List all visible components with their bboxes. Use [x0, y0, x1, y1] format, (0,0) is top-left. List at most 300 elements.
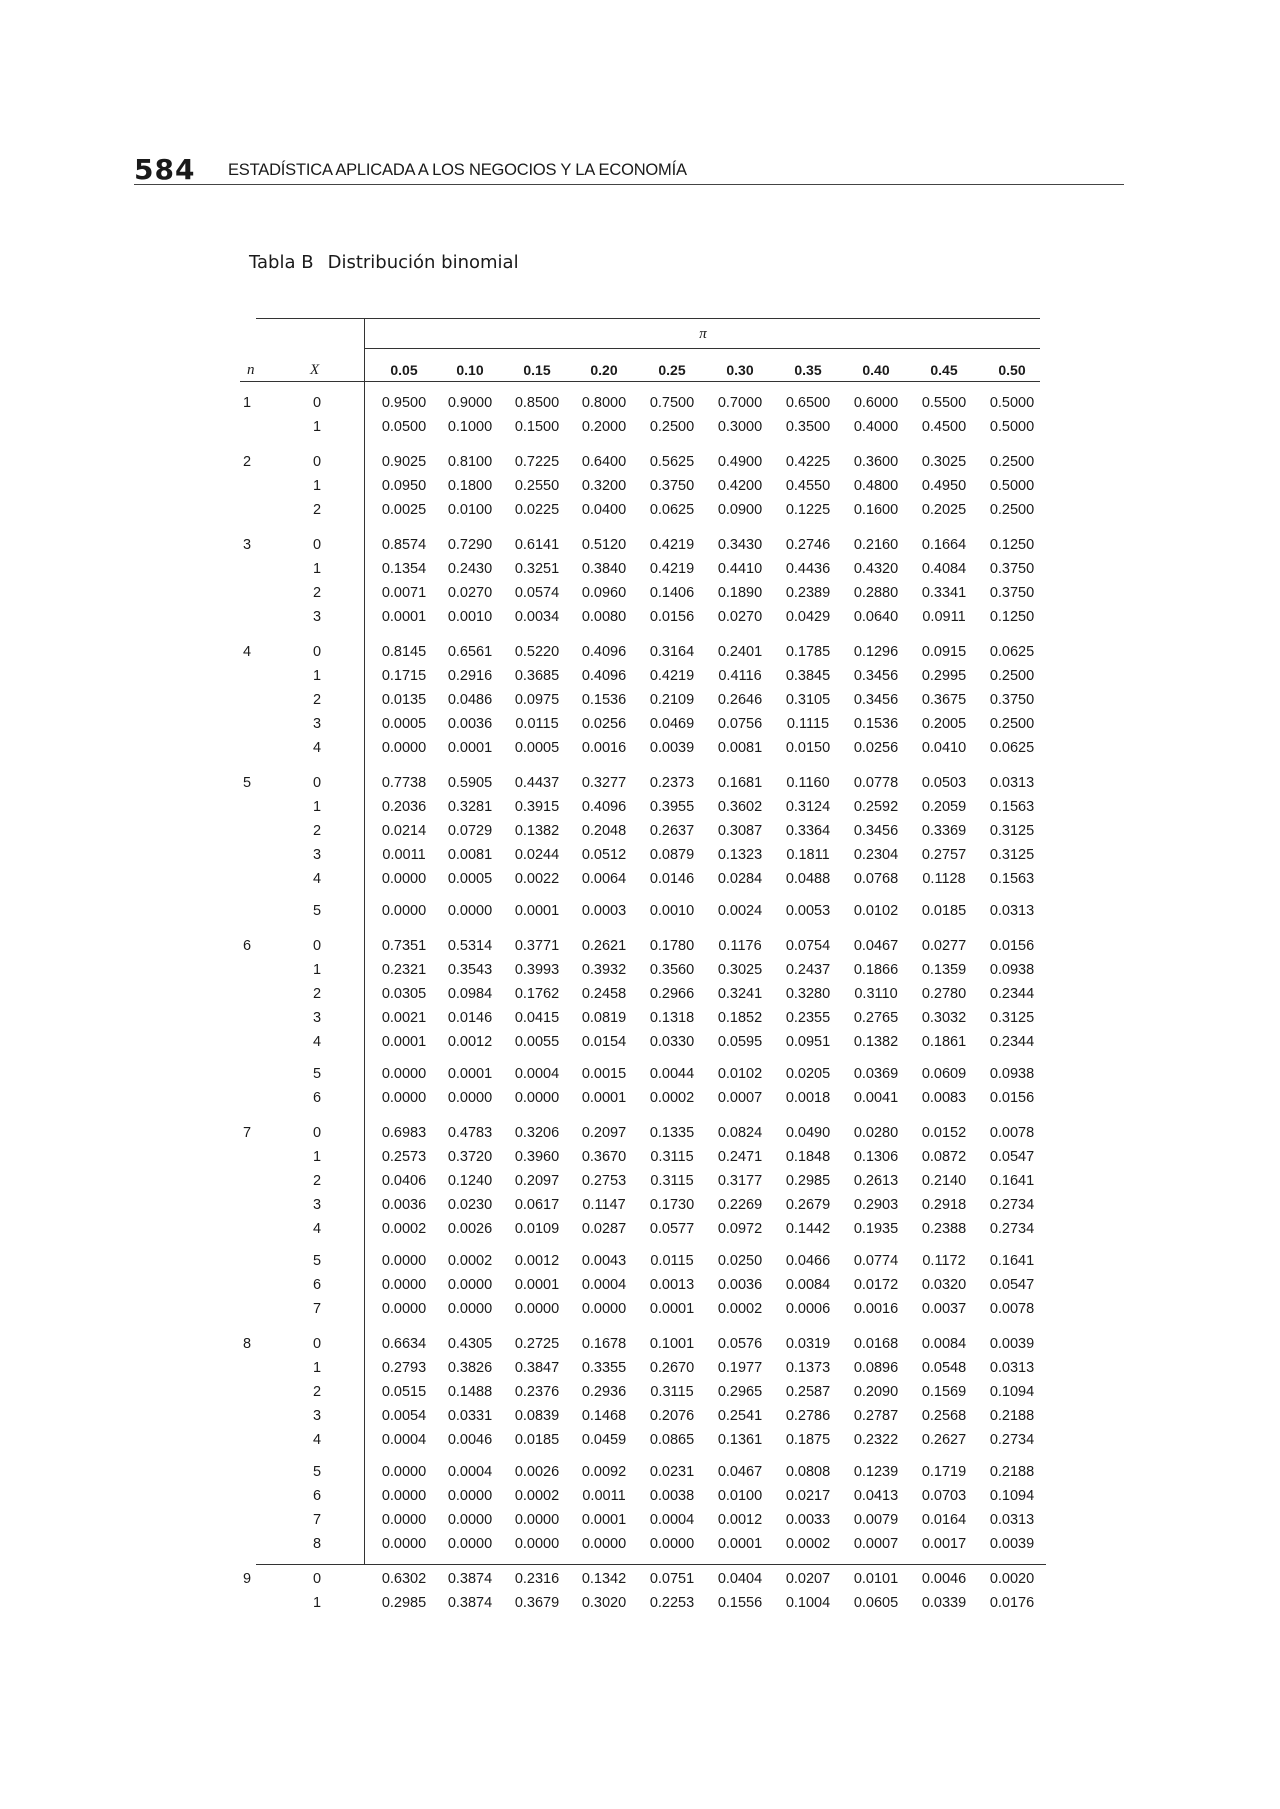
probability-cell: 0.1250 — [989, 609, 1035, 625]
probability-cell: 0.3750 — [989, 692, 1035, 708]
probability-cell: 0.6500 — [785, 395, 831, 411]
probability-cell: 0.3355 — [581, 1360, 627, 1376]
probability-cell: 0.0415 — [514, 1010, 560, 1026]
probability-cell: 0.0146 — [649, 871, 695, 887]
probability-cell: 0.0001 — [581, 1512, 627, 1528]
probability-cell: 0.1780 — [649, 938, 695, 954]
probability-cell: 0.2388 — [921, 1221, 967, 1237]
probability-cell: 0.3364 — [785, 823, 831, 839]
probability-cell: 0.0872 — [921, 1149, 967, 1165]
probability-cell: 0.0330 — [649, 1034, 695, 1050]
probability-cell: 0.0154 — [581, 1034, 627, 1050]
probability-cell: 0.0001 — [447, 1066, 493, 1082]
probability-cell: 0.0002 — [717, 1301, 763, 1317]
probability-cell: 0.1500 — [514, 419, 560, 435]
probability-cell: 0.0305 — [381, 986, 427, 1002]
x-value: 3 — [312, 1197, 322, 1213]
probability-cell: 0.2321 — [381, 962, 427, 978]
probability-cell: 0.2500 — [989, 454, 1035, 470]
probability-cell: 0.0839 — [514, 1408, 560, 1424]
probability-cell: 0.1342 — [581, 1571, 627, 1587]
probability-cell: 0.0036 — [717, 1277, 763, 1293]
probability-cell: 0.0900 — [717, 502, 763, 518]
probability-cell: 0.3750 — [989, 585, 1035, 601]
probability-cell: 0.3771 — [514, 938, 560, 954]
probability-cell: 0.1852 — [717, 1010, 763, 1026]
probability-cell: 0.0824 — [717, 1125, 763, 1141]
probability-cell: 0.0640 — [853, 609, 899, 625]
probability-cell: 0.2793 — [381, 1360, 427, 1376]
probability-cell: 0.4084 — [921, 561, 967, 577]
probability-cell: 0.2025 — [921, 502, 967, 518]
probability-cell: 0.0001 — [381, 609, 427, 625]
probability-cell: 0.3125 — [989, 1010, 1035, 1026]
n-value: 8 — [242, 1336, 252, 1352]
probability-cell: 0.0500 — [381, 419, 427, 435]
probability-cell: 0.0146 — [447, 1010, 493, 1026]
probability-cell: 0.0055 — [514, 1034, 560, 1050]
probability-cell: 0.0081 — [717, 740, 763, 756]
probability-cell: 0.0000 — [514, 1090, 560, 1106]
probability-cell: 0.0244 — [514, 847, 560, 863]
probability-cell: 0.2550 — [514, 478, 560, 494]
x-value: 4 — [312, 740, 322, 756]
probability-cell: 0.0064 — [581, 871, 627, 887]
probability-cell: 0.2036 — [381, 799, 427, 815]
running-head — [134, 150, 1124, 185]
probability-cell: 0.0609 — [921, 1066, 967, 1082]
probability-cell: 0.2903 — [853, 1197, 899, 1213]
probability-cell: 0.1000 — [447, 419, 493, 435]
probability-cell: 0.0102 — [717, 1066, 763, 1082]
probability-cell: 0.0313 — [989, 903, 1035, 919]
probability-cell: 0.0038 — [649, 1488, 695, 1504]
probability-cell: 0.3874 — [447, 1595, 493, 1611]
probability-cell: 0.0000 — [447, 1277, 493, 1293]
probability-cell: 0.2316 — [514, 1571, 560, 1587]
probability-cell: 0.0100 — [717, 1488, 763, 1504]
probability-cell: 0.3105 — [785, 692, 831, 708]
probability-cell: 0.2936 — [581, 1384, 627, 1400]
pi-value-header: 0.40 — [862, 362, 890, 378]
probability-cell: 0.0039 — [989, 1336, 1035, 1352]
probability-cell: 0.0703 — [921, 1488, 967, 1504]
x-value: 1 — [312, 1360, 322, 1376]
probability-cell: 0.0256 — [581, 716, 627, 732]
n-value: 3 — [242, 537, 252, 553]
probability-cell: 0.8000 — [581, 395, 627, 411]
probability-cell: 0.2389 — [785, 585, 831, 601]
probability-cell: 0.2592 — [853, 799, 899, 815]
probability-cell: 0.0037 — [921, 1301, 967, 1317]
probability-cell: 0.0007 — [853, 1536, 899, 1552]
x-value: 5 — [312, 1464, 322, 1480]
x-value: 0 — [312, 775, 322, 791]
probability-cell: 0.0185 — [514, 1432, 560, 1448]
probability-cell: 0.0756 — [717, 716, 763, 732]
probability-cell: 0.0046 — [921, 1571, 967, 1587]
probability-cell: 0.0150 — [785, 740, 831, 756]
probability-cell: 0.1800 — [447, 478, 493, 494]
probability-cell: 0.3241 — [717, 986, 763, 1002]
probability-cell: 0.4200 — [717, 478, 763, 494]
probability-cell: 0.4000 — [853, 419, 899, 435]
probability-cell: 0.0115 — [515, 716, 559, 732]
probability-cell: 0.0625 — [649, 502, 695, 518]
probability-cell: 0.5220 — [514, 644, 560, 660]
probability-cell: 0.3206 — [514, 1125, 560, 1141]
probability-cell: 0.0022 — [514, 871, 560, 887]
probability-cell: 0.1678 — [581, 1336, 627, 1352]
probability-cell: 0.0467 — [853, 938, 899, 954]
probability-cell: 0.0000 — [514, 1512, 560, 1528]
probability-cell: 0.3960 — [514, 1149, 560, 1165]
probability-cell: 0.1225 — [785, 502, 831, 518]
probability-cell: 0.0950 — [381, 478, 427, 494]
probability-cell: 0.3720 — [447, 1149, 493, 1165]
x-value: 6 — [312, 1488, 322, 1504]
probability-cell: 0.7500 — [649, 395, 695, 411]
probability-cell: 0.3560 — [649, 962, 695, 978]
probability-cell: 0.0012 — [447, 1034, 493, 1050]
probability-cell: 0.2269 — [717, 1197, 763, 1213]
probability-cell: 0.7290 — [447, 537, 493, 553]
x-value: 5 — [312, 1066, 322, 1082]
probability-cell: 0.2109 — [649, 692, 695, 708]
probability-cell: 0.0004 — [514, 1066, 560, 1082]
x-value: 0 — [312, 1571, 322, 1587]
probability-cell: 0.2918 — [921, 1197, 967, 1213]
x-value: 3 — [312, 1010, 322, 1026]
x-value: 1 — [312, 1595, 322, 1611]
probability-cell: 0.2076 — [649, 1408, 695, 1424]
probability-cell: 0.0000 — [581, 1301, 627, 1317]
probability-cell: 0.3845 — [785, 668, 831, 684]
n-value: 2 — [242, 454, 252, 470]
probability-cell: 0.0002 — [649, 1090, 695, 1106]
probability-cell: 0.2646 — [717, 692, 763, 708]
probability-cell: 0.0865 — [649, 1432, 695, 1448]
probability-cell: 0.5314 — [447, 938, 493, 954]
probability-cell: 0.3177 — [717, 1173, 763, 1189]
probability-cell: 0.0277 — [921, 938, 967, 954]
x-value: 4 — [312, 1221, 322, 1237]
probability-cell: 0.0214 — [381, 823, 427, 839]
probability-cell: 0.0115 — [650, 1253, 694, 1269]
probability-cell: 0.0043 — [581, 1253, 627, 1269]
probability-cell: 0.8145 — [381, 644, 427, 660]
probability-cell: 0.0729 — [447, 823, 493, 839]
probability-cell: 0.4320 — [853, 561, 899, 577]
probability-cell: 0.1382 — [514, 823, 560, 839]
x-value: 6 — [312, 1090, 322, 1106]
probability-cell: 0.0071 — [381, 585, 427, 601]
probability-cell: 0.0002 — [785, 1536, 831, 1552]
probability-cell: 0.0000 — [381, 903, 427, 919]
n-value: 7 — [242, 1125, 252, 1141]
probability-cell: 0.0503 — [921, 775, 967, 791]
probability-cell: 0.6561 — [447, 644, 493, 660]
x-value: 3 — [312, 1408, 322, 1424]
probability-cell: 0.3456 — [853, 692, 899, 708]
x-value: 1 — [312, 478, 322, 494]
pi-value-header: 0.10 — [456, 362, 484, 378]
probability-cell: 0.0410 — [921, 740, 967, 756]
probability-cell: 0.4437 — [514, 775, 560, 791]
probability-cell: 0.0400 — [581, 502, 627, 518]
pi-value-header: 0.30 — [726, 362, 754, 378]
probability-cell: 0.0429 — [785, 609, 831, 625]
n-value: 6 — [242, 938, 252, 954]
probability-cell: 0.0002 — [447, 1253, 493, 1269]
probability-cell: 0.4783 — [447, 1125, 493, 1141]
probability-cell: 0.0574 — [514, 585, 560, 601]
probability-cell: 0.0017 — [921, 1536, 967, 1552]
probability-cell: 0.3164 — [649, 644, 695, 660]
probability-cell: 0.1861 — [921, 1034, 967, 1050]
probability-cell: 0.6000 — [853, 395, 899, 411]
probability-cell: 0.0004 — [581, 1277, 627, 1293]
probability-cell: 0.0004 — [447, 1464, 493, 1480]
probability-cell: 0.1563 — [989, 799, 1035, 815]
probability-cell: 0.0250 — [717, 1253, 763, 1269]
probability-cell: 0.3124 — [785, 799, 831, 815]
probability-cell: 0.4410 — [717, 561, 763, 577]
probability-cell: 0.2048 — [581, 823, 627, 839]
probability-cell: 0.0576 — [717, 1336, 763, 1352]
probability-cell: 0.4436 — [785, 561, 831, 577]
probability-cell: 0.4950 — [921, 478, 967, 494]
probability-cell: 0.0270 — [447, 585, 493, 601]
probability-cell: 0.2670 — [649, 1360, 695, 1376]
probability-cell: 0.2734 — [989, 1197, 1035, 1213]
probability-cell: 0.2613 — [853, 1173, 899, 1189]
probability-cell: 0.0156 — [989, 938, 1035, 954]
probability-cell: 0.1094 — [989, 1384, 1035, 1400]
probability-cell: 0.0025 — [381, 502, 427, 518]
probability-cell: 0.3456 — [853, 823, 899, 839]
probability-cell: 0.2005 — [921, 716, 967, 732]
probability-cell: 0.2500 — [989, 668, 1035, 684]
probability-cell: 0.0010 — [649, 903, 695, 919]
probability-cell: 0.2188 — [989, 1464, 1035, 1480]
probability-cell: 0.0011 — [382, 847, 426, 863]
probability-cell: 0.3020 — [581, 1595, 627, 1611]
probability-cell: 0.2753 — [581, 1173, 627, 1189]
probability-cell: 0.1359 — [921, 962, 967, 978]
x-value: 3 — [312, 609, 322, 625]
probability-cell: 0.2725 — [514, 1336, 560, 1352]
probability-cell: 0.0005 — [514, 740, 560, 756]
probability-cell: 0.0001 — [581, 1090, 627, 1106]
probability-cell: 0.0984 — [447, 986, 493, 1002]
probability-cell: 0.0207 — [785, 1571, 831, 1587]
probability-cell: 0.0547 — [989, 1277, 1035, 1293]
probability-cell: 0.8500 — [514, 395, 560, 411]
probability-cell: 0.0313 — [989, 1360, 1035, 1376]
n-column-header: n — [247, 362, 255, 378]
probability-cell: 0.0000 — [381, 1277, 427, 1293]
probability-cell: 0.6141 — [514, 537, 560, 553]
probability-cell: 0.0005 — [381, 716, 427, 732]
probability-cell: 0.1001 — [649, 1336, 695, 1352]
probability-cell: 0.0000 — [381, 1512, 427, 1528]
probability-cell: 0.0016 — [853, 1301, 899, 1317]
probability-cell: 0.0013 — [649, 1277, 695, 1293]
probability-cell: 0.3685 — [514, 668, 560, 684]
probability-cell: 0.1719 — [921, 1464, 967, 1480]
probability-cell: 0.3675 — [921, 692, 967, 708]
probability-cell: 0.0972 — [717, 1221, 763, 1237]
x-value: 4 — [312, 1034, 322, 1050]
probability-cell: 0.3110 — [854, 986, 898, 1002]
probability-cell: 0.0320 — [921, 1277, 967, 1293]
probability-cell: 0.1354 — [381, 561, 427, 577]
probability-cell: 0.2097 — [514, 1173, 560, 1189]
probability-cell: 0.2090 — [853, 1384, 899, 1400]
probability-cell: 0.3993 — [514, 962, 560, 978]
probability-cell: 0.0036 — [381, 1197, 427, 1213]
probability-cell: 0.9000 — [447, 395, 493, 411]
probability-cell: 0.0001 — [514, 1277, 560, 1293]
probability-cell: 0.2765 — [853, 1010, 899, 1026]
x-value: 2 — [312, 502, 322, 518]
probability-cell: 0.0044 — [649, 1066, 695, 1082]
probability-cell: 0.0002 — [381, 1221, 427, 1237]
probability-cell: 0.0015 — [581, 1066, 627, 1082]
page-number: 584 — [134, 153, 196, 186]
probability-cell: 0.3847 — [514, 1360, 560, 1376]
probability-cell: 0.1866 — [853, 962, 899, 978]
probability-cell: 0.0001 — [381, 1034, 427, 1050]
probability-cell: 0.1176 — [718, 938, 762, 954]
probability-cell: 0.0896 — [853, 1360, 899, 1376]
probability-cell: 0.0026 — [514, 1464, 560, 1480]
probability-cell: 0.4096 — [581, 644, 627, 660]
x-value: 0 — [312, 938, 322, 954]
probability-cell: 0.7225 — [514, 454, 560, 470]
probability-cell: 0.0083 — [921, 1090, 967, 1106]
probability-cell: 0.0081 — [447, 847, 493, 863]
probability-cell: 0.1361 — [717, 1432, 763, 1448]
probability-cell: 0.1556 — [717, 1595, 763, 1611]
probability-cell: 0.0000 — [381, 1464, 427, 1480]
probability-cell: 0.1442 — [785, 1221, 831, 1237]
probability-cell: 0.0490 — [785, 1125, 831, 1141]
probability-cell: 0.5625 — [649, 454, 695, 470]
probability-cell: 0.3125 — [989, 823, 1035, 839]
probability-cell: 0.3251 — [514, 561, 560, 577]
probability-cell: 0.0078 — [989, 1125, 1035, 1141]
probability-cell: 0.5000 — [989, 395, 1035, 411]
probability-cell: 0.0000 — [381, 1090, 427, 1106]
probability-cell: 0.2965 — [717, 1384, 763, 1400]
probability-cell: 0.0033 — [785, 1512, 831, 1528]
probability-cell: 0.0548 — [921, 1360, 967, 1376]
probability-cell: 0.1382 — [853, 1034, 899, 1050]
probability-cell: 0.2344 — [989, 986, 1035, 1002]
probability-cell: 0.4900 — [717, 454, 763, 470]
pi-value-header: 0.15 — [523, 362, 551, 378]
probability-cell: 0.2568 — [921, 1408, 967, 1424]
probability-cell: 0.2916 — [447, 668, 493, 684]
probability-cell: 0.1147 — [582, 1197, 626, 1213]
probability-cell: 0.6302 — [381, 1571, 427, 1587]
probability-cell: 0.8574 — [381, 537, 427, 553]
probability-cell: 0.0012 — [514, 1253, 560, 1269]
probability-cell: 0.0152 — [921, 1125, 967, 1141]
probability-cell: 0.0034 — [514, 609, 560, 625]
probability-cell: 0.0319 — [785, 1336, 831, 1352]
probability-cell: 0.1875 — [785, 1432, 831, 1448]
probability-cell: 0.5500 — [921, 395, 967, 411]
probability-cell: 0.0001 — [447, 740, 493, 756]
probability-cell: 0.2637 — [649, 823, 695, 839]
probability-cell: 0.0053 — [785, 903, 831, 919]
probability-cell: 0.3369 — [921, 823, 967, 839]
top-rule — [256, 318, 1040, 319]
probability-cell: 0.0000 — [447, 1301, 493, 1317]
probability-cell: 0.1977 — [717, 1360, 763, 1376]
x-value: 1 — [312, 962, 322, 978]
probability-cell: 0.2679 — [785, 1197, 831, 1213]
probability-cell: 0.0002 — [514, 1488, 560, 1504]
probability-cell: 0.2458 — [581, 986, 627, 1002]
probability-cell: 0.2985 — [381, 1595, 427, 1611]
probability-cell: 0.0605 — [853, 1595, 899, 1611]
n-value: 9 — [242, 1571, 252, 1587]
table-caption — [249, 252, 519, 273]
probability-cell: 0.2430 — [447, 561, 493, 577]
probability-cell: 0.1296 — [853, 644, 899, 660]
probability-cell: 0.0547 — [989, 1149, 1035, 1165]
probability-cell: 0.0256 — [853, 740, 899, 756]
probability-cell: 0.4550 — [785, 478, 831, 494]
probability-cell: 0.0000 — [381, 1301, 427, 1317]
probability-cell: 0.2160 — [853, 537, 899, 553]
probability-cell: 0.0879 — [649, 847, 695, 863]
probability-cell: 0.2541 — [717, 1408, 763, 1424]
probability-cell: 0.0079 — [853, 1512, 899, 1528]
x-value: 5 — [312, 903, 322, 919]
probability-cell: 0.4219 — [649, 537, 695, 553]
probability-cell: 0.1569 — [921, 1384, 967, 1400]
probability-cell: 0.2786 — [785, 1408, 831, 1424]
x-value: 1 — [312, 419, 322, 435]
probability-cell: 0.0960 — [581, 585, 627, 601]
probability-cell: 0.0021 — [381, 1010, 427, 1026]
probability-cell: 0.0020 — [989, 1571, 1035, 1587]
probability-cell: 0.0078 — [989, 1301, 1035, 1317]
probability-cell: 0.0001 — [514, 903, 560, 919]
probability-cell: 0.0046 — [447, 1432, 493, 1448]
probability-cell: 0.3670 — [581, 1149, 627, 1165]
probability-cell: 0.0313 — [989, 1512, 1035, 1528]
n-value: 4 — [242, 644, 252, 660]
probability-cell: 0.3025 — [717, 962, 763, 978]
probability-cell: 0.1935 — [853, 1221, 899, 1237]
probability-cell: 0.0080 — [581, 609, 627, 625]
probability-cell: 0.2621 — [581, 938, 627, 954]
probability-cell: 0.0577 — [649, 1221, 695, 1237]
probability-cell: 0.0054 — [381, 1408, 427, 1424]
probability-cell: 0.1600 — [853, 502, 899, 518]
probability-cell: 0.0778 — [853, 775, 899, 791]
probability-cell: 0.0000 — [649, 1536, 695, 1552]
probability-cell: 0.1160 — [786, 775, 830, 791]
probability-cell: 0.6983 — [381, 1125, 427, 1141]
probability-cell: 0.0156 — [649, 609, 695, 625]
